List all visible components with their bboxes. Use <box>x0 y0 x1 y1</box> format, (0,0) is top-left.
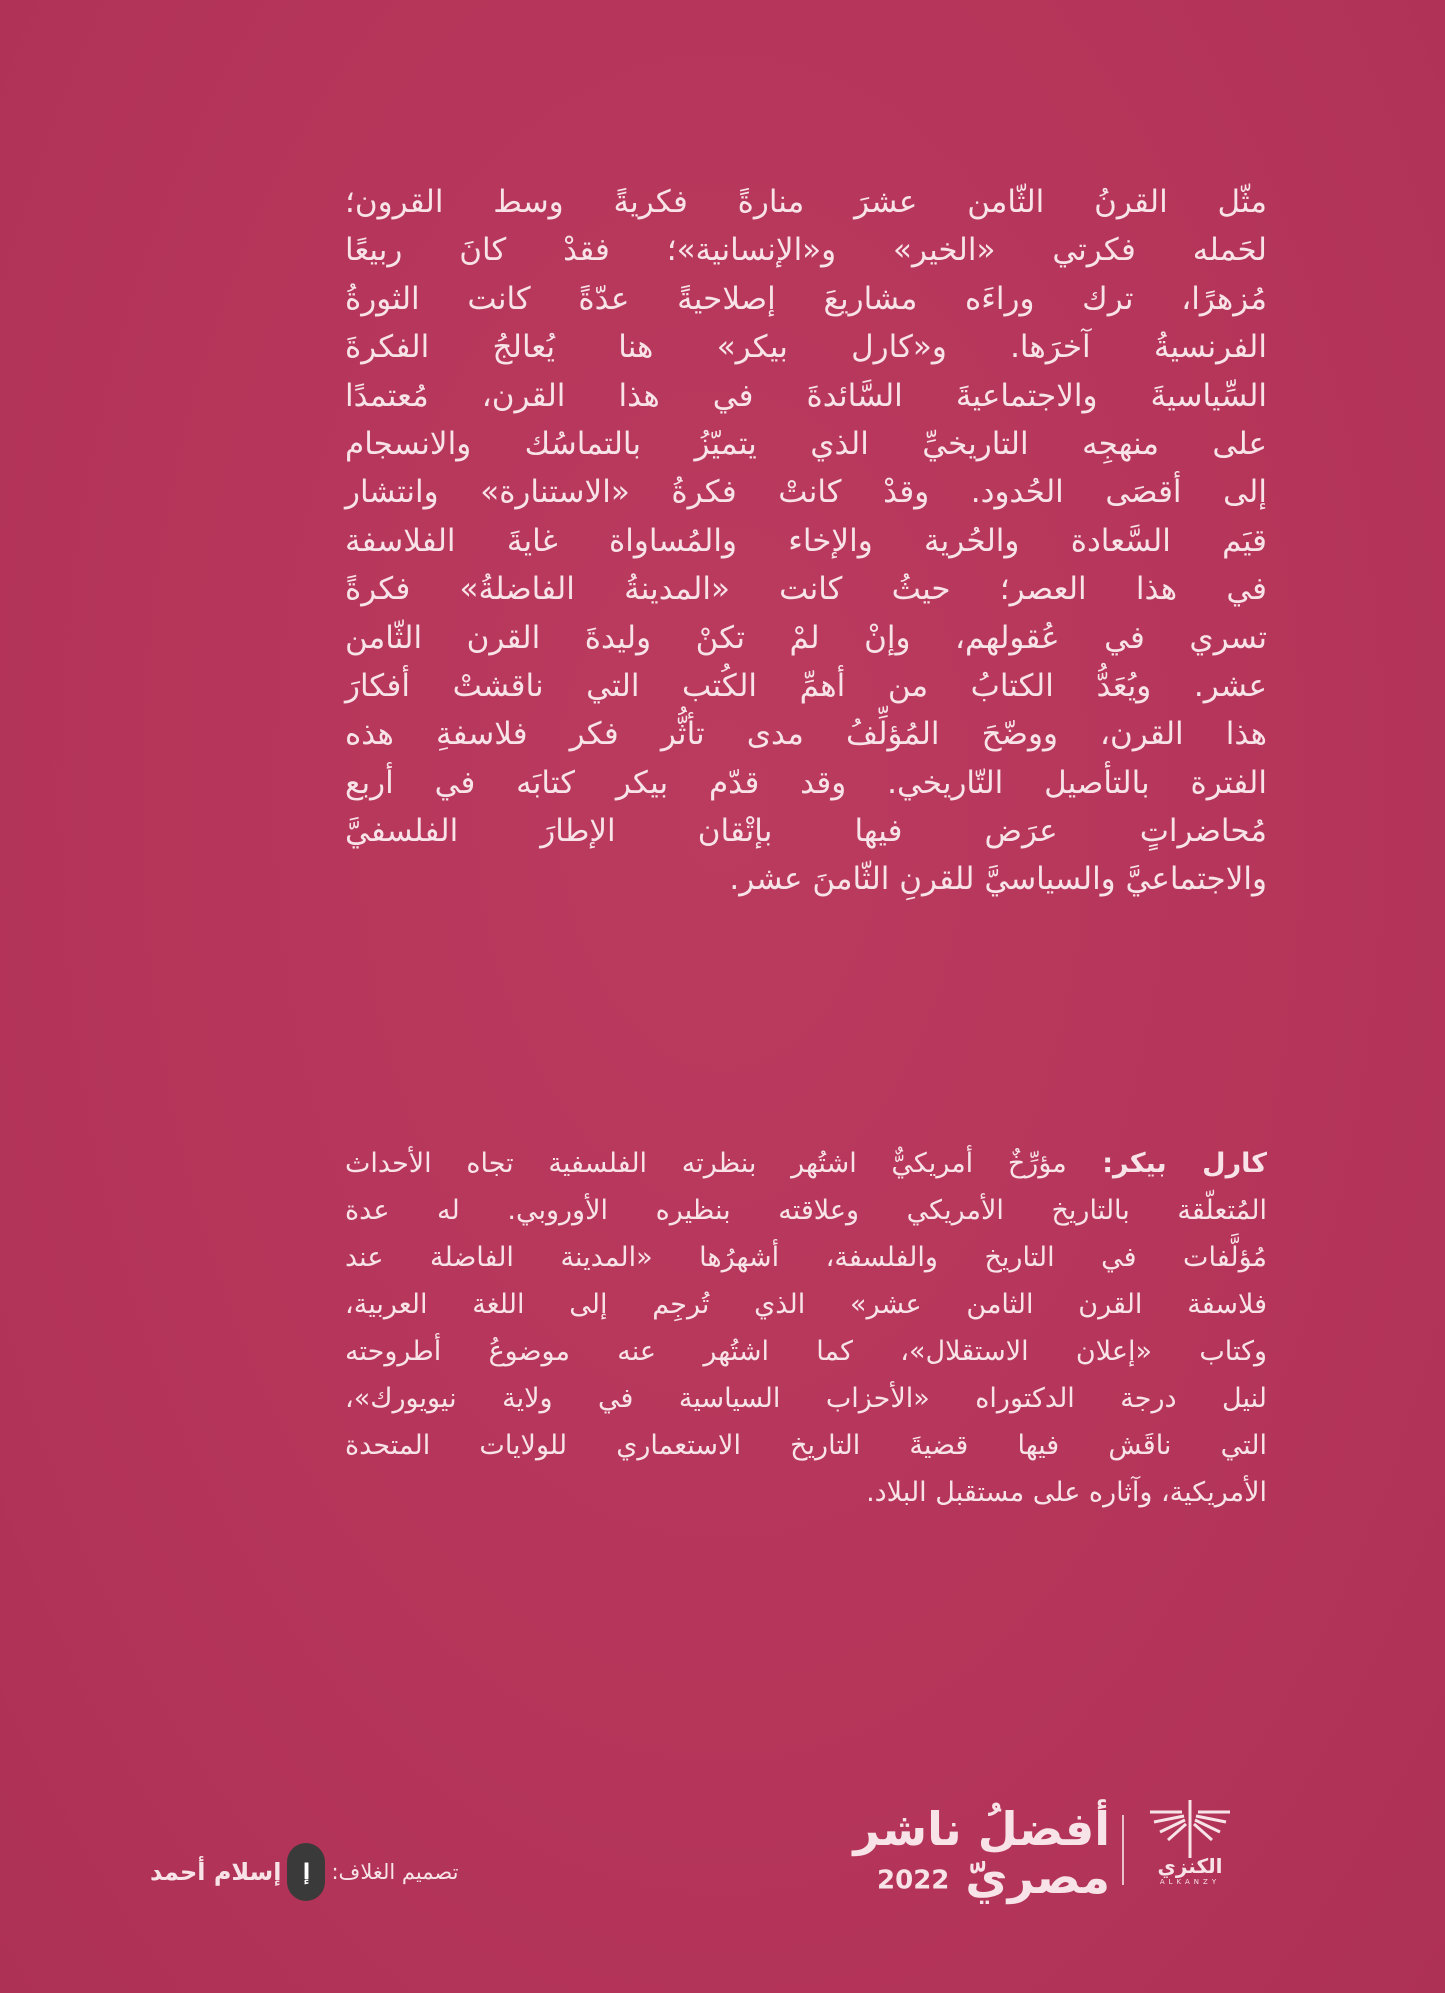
best-publisher-award <box>805 1802 1110 1905</box>
text-line: الفترة بالتأصيل التّاريخي. وقد قدّم بيكر كتابَه في أربع <box>345 764 1267 801</box>
text-line: فلاسفة القرن الثامن عشر» الذي تُرجِم إلى اللغة العربية، <box>345 1289 1267 1320</box>
award-year: 2022 <box>877 1865 950 1896</box>
designer-logo: إ <box>287 1843 325 1901</box>
logo-divider <box>1122 1815 1124 1885</box>
author-bio <box>345 1140 1267 1516</box>
text-line: مُزهرًا، ترك وراءَه مشاريعَ إصلاحيةً عدّةً كانت الثورةُ <box>345 280 1267 317</box>
designer-name: إسلام أحمد <box>150 1858 282 1886</box>
text-line: قيَم السَّعادة والحُرية والإخاء والمُساواة غايةَ الفلاسفة <box>345 522 1267 559</box>
text-line: مُحاضراتٍ عرَض فيها بإتْقان الإطارَ الفلسفيَّ <box>345 813 1267 850</box>
credit-label: تصميم الغلاف: <box>331 1860 459 1884</box>
text-line: مُؤلَّفات في التاريخ والفلسفة، أشهرُها «المدينة الفاضلة عند <box>345 1242 1267 1273</box>
text-line: والاجتماعيَّ والسياسيَّ للقرنِ الثّامنَ عشر. <box>729 861 1267 898</box>
text-line: تسري في عُقولهم، وإنْ لمْ تكنْ وليدةَ القرن الثّامن <box>345 619 1267 656</box>
text-line: هذا القرن، ووضّحَ المُؤلِّفُ مدى تأثُّر فكر فلاسفةِ هذه <box>345 716 1267 753</box>
text-line: مثّل القرنُ الثّامن عشرَ منارةً فكريةً وسط القرون؛ <box>345 184 1267 220</box>
text-line: التي ناقَش فيها قضيةَ التاريخ الاستعماري للولايات المتحدة <box>345 1430 1267 1461</box>
award-line-1: أفضلُ ناشر <box>853 1802 1110 1856</box>
text-line: لنيل درجة الدكتوراه «الأحزاب السياسية في ولاية نيويورك»، <box>345 1383 1267 1414</box>
publisher-name: الكنزي <box>1157 1854 1223 1878</box>
text-line: المُتعلّقة بالتاريخ الأمريكي وعلاقته بنظيره الأوروبي. له عدة <box>345 1195 1267 1226</box>
publisher-logo <box>1135 1800 1245 1900</box>
text-line: في هذا العصر؛ حيثُ كانت «المدينةُ الفاضلةُ» فكرةً <box>345 571 1267 608</box>
text-line: إلى أقصَى الحُدود. وقدْ كانتْ فكرةُ «الاستنارة» وانتشار <box>345 474 1267 511</box>
winged-emblem-icon <box>1140 1800 1240 1860</box>
text-line: الأمريكية، وآثاره على مستقبل البلاد. <box>866 1477 1267 1508</box>
award-country: مصريّ <box>965 1850 1110 1904</box>
text-line: الفرنسيةُ آخرَها. و«كارل بيكر» هنا يُعالجُ الفكرةَ <box>345 329 1267 366</box>
award-line-2 <box>805 1850 1110 1905</box>
author-name: كارل بيكر: <box>1066 1148 1267 1179</box>
publisher-latin-name: ALKANZY <box>1159 1878 1221 1886</box>
cover-footer <box>0 1795 1445 1905</box>
cover-design-credit <box>150 1843 458 1901</box>
text-line: على منهجِه التاريخيِّ الذي يتميّزُ بالتماسُك والانسجام <box>345 425 1267 462</box>
text-line: عشر. ويُعَدُّ الكتابُ من أهمِّ الكُتب التي ناقشتْ أفكارَ <box>345 667 1267 704</box>
text-line: السِّياسيةَ والاجتماعيةَ السَّائدةَ في هذا القرن، مُعتمدًا <box>345 377 1267 414</box>
text-line: كارل بيكر: مؤرِّخٌ أمريكيٌّ اشتُهر بنظرته الفلسفية تجاه الأحداث <box>345 1148 1267 1179</box>
text-line: لحَمله فكرتي «الخير» و«الإنسانية»؛ فقدْ كانَ ربيعًا <box>345 232 1267 269</box>
book-blurb <box>345 178 1267 904</box>
text-line: وكتاب «إعلان الاستقلال»، كما اشتُهر عنه موضوعُ أطروحته <box>345 1336 1267 1367</box>
